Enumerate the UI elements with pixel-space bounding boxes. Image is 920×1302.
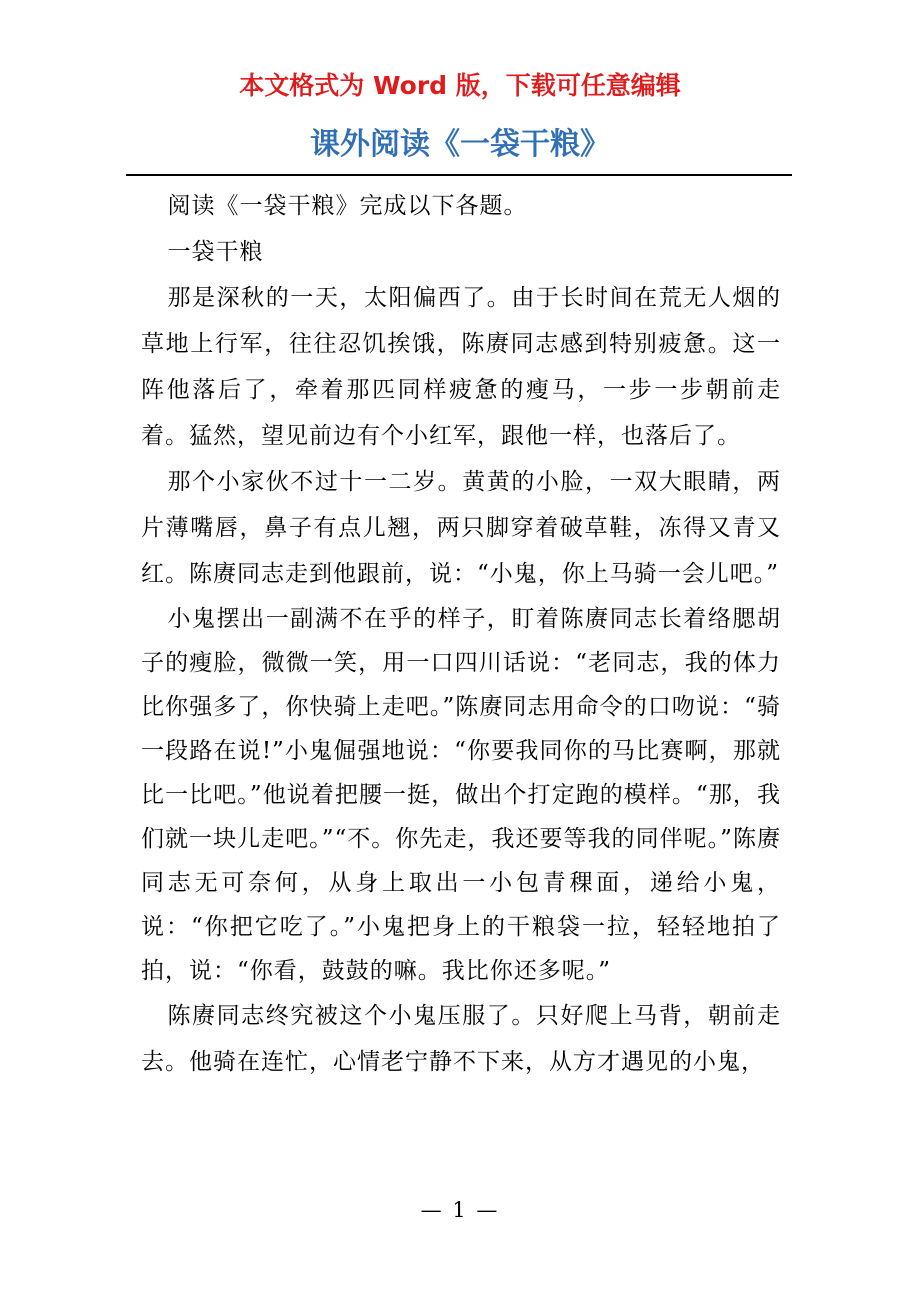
paragraph-2: 那个小家伙不过十一二岁。黄黄的小脸，一双大眼睛，两片薄嘴唇，鼻子有点儿翘，两只脚穿着破草鞋，冻得又青又红。陈赓同志走到他跟前，说：“小鬼，你上马骑一会儿吧。” — [141, 469, 781, 587]
paragraph-3: 小鬼摆出一副满不在乎的样子，盯着陈赓同志长着络腮胡子的瘦脸，微微一笑，用一口四川话说：“老同志，我的体力比你强多了，你快骑上走吧。”陈赓同志用命令的口吻说：“骑一段路在说!”小鬼倔强地说：“你要我同你的马比赛啊，那就比一比吧。”他说着把腰一挺，做出个打定跑的模样。“那，我们就一块儿走吧。”“不。你先走，我还要等我的同伴呢。”陈赓同志无可奈何，从身上取出一小包青稞面，递给小鬼，说：“你把它吃了。”小鬼把身上的干粮袋一拉，轻轻地拍了拍，说：“你看，鼓鼓的嘛。我比你还多呢。” — [141, 606, 781, 984]
page-number: — 1 — — [420, 1198, 500, 1222]
article-body — [141, 183, 781, 1085]
instruction-paragraph: 阅读《一袋干粮》完成以下各题。 — [167, 193, 528, 219]
paragraph-4: 陈赓同志终究被这个小鬼压服了。只好爬上马背，朝前走去。他骑在连忙，心情老宁静不下来，从方才遇见的小鬼， — [141, 1003, 781, 1075]
document-title: 课外阅读《一袋干粮》 — [310, 127, 610, 162]
paragraph-1: 那是深秋的一天，太阳偏西了。由于长时间在荒无人烟的草地上行军，往往忍饥挨饿，陈赓同志感到特别疲惫。这一阵他落后了，牵着那匹同样疲惫的瘦马，一步一步朝前走着。猛然，望见前边有个小红军，跟他一样，也落后了。 — [141, 285, 781, 449]
story-heading: 一袋干粮 — [167, 239, 264, 265]
format-notice: 本文格式为 Word 版，下载可任意编辑 — [239, 71, 681, 100]
title-divider — [126, 174, 792, 176]
